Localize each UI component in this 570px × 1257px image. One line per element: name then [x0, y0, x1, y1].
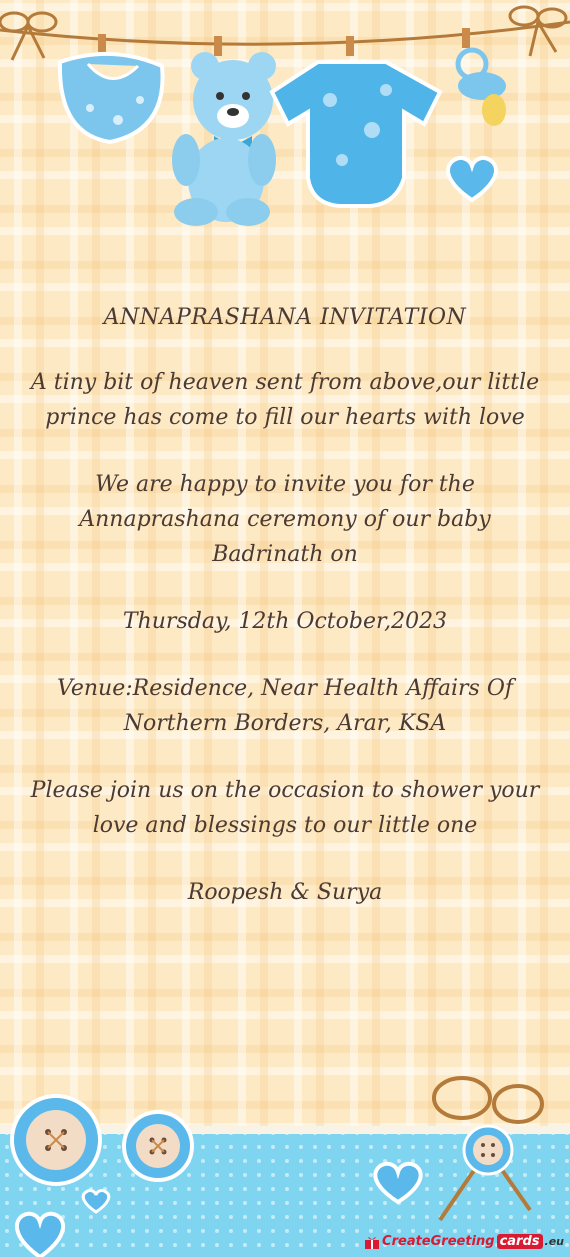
gift-icon	[364, 1235, 380, 1249]
event-date: Thursday, 12th October,2023	[122, 609, 448, 634]
bottom-decoration	[0, 1070, 570, 1257]
invite-message: We are happy to invite you for the Annaprashana ceremony of our baby Badrinath on	[79, 472, 491, 567]
host-names: Roopesh & Surya	[187, 880, 383, 905]
invitation-text	[28, 300, 542, 910]
bib-icon	[60, 34, 163, 142]
rope-bow-left-icon	[0, 13, 56, 60]
brand-watermark	[364, 1234, 564, 1249]
blessing-message: Please join us on the occasion to shower your love and blessings to our little one	[30, 778, 540, 838]
watermark-part-3: .eu	[544, 1235, 564, 1248]
heart-icon	[448, 158, 496, 200]
button-icon	[124, 1112, 192, 1180]
onesie-icon	[272, 36, 440, 206]
watermark-part-2: cards	[497, 1234, 543, 1249]
teddy-bear-icon	[172, 36, 276, 226]
button-icon	[12, 1096, 100, 1184]
clothesline-decoration	[0, 0, 570, 250]
pacifier-icon	[458, 28, 506, 126]
invitation-title: ANNAPRASHANA INVITATION	[103, 305, 467, 330]
rope-bow-right-icon	[510, 7, 566, 56]
intro-message: A tiny bit of heaven sent from above,our little prince has come to fill our hearts with love	[30, 370, 540, 430]
event-venue: Venue:Residence, Near Health Affairs Of Northern Borders, Arar, KSA	[56, 676, 514, 736]
watermark-part-1: CreateGreeting	[382, 1234, 495, 1249]
